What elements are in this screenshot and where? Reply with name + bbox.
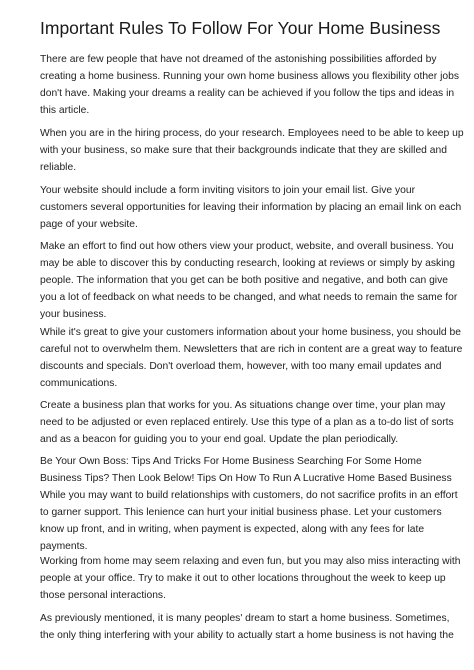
- text-line: people. The information that you get can be both positive and negative, and both can give: [40, 275, 448, 286]
- text-line: and as a beacon for guiding you to your end goal. Update the plan periodically.: [40, 434, 399, 445]
- text-line: you a lot of feedback on what needs to be changed, and what needs to remain the same for: [40, 292, 458, 303]
- paragraph-website: [40, 182, 462, 233]
- text-line: may be able to discover this by conducting research, looking at reviews or simply by asking: [40, 258, 455, 269]
- paragraph-hiring: [40, 125, 464, 176]
- paragraph-intro: [40, 51, 459, 119]
- text-line: to garner support. This lenience can hurt your initial business phase. Let your customers: [40, 507, 442, 518]
- text-line: need to be adjusted or even replaced entirely. Use this type of a plan as a to-do list of sorts: [40, 417, 454, 428]
- text-line: the only thing interfering with your ability to actually start a home business is not having the: [40, 630, 454, 641]
- paragraph-conclusion: [40, 610, 454, 644]
- text-line: people at your office. Try to make it out to other locations throughout the week to keep up: [40, 573, 446, 584]
- text-line: careful not to overwhelm them. Newsletters that are rich in content are a great way to feature: [40, 344, 463, 355]
- text-line: know up front, and in writing, when payment is expected, along with any fees for late: [40, 524, 425, 535]
- text-line: Your website should include a form inviting visitors to join your email list. Give your: [40, 185, 416, 196]
- text-line: don't have. Making your dreams a reality can be achieved if you follow the tips and ideas in: [40, 88, 455, 99]
- text-line: with your business, so make sure that their backgrounds indicate that they are skilled and: [40, 145, 447, 156]
- text-line: Working from home may seem relaxing and even fun, but you may also miss interacting with: [40, 556, 461, 567]
- paragraph-newsletters: [40, 324, 463, 392]
- text-line: When you are in the hiring process, do your research. Employees need to be able to keep up: [40, 128, 464, 139]
- paragraph-business-plan: [40, 397, 454, 448]
- paragraph-be-your-own-boss: [40, 453, 458, 555]
- text-line: As previously mentioned, it is many peoples' dream to start a home business. Sometimes,: [40, 613, 450, 624]
- text-line: your business.: [40, 309, 107, 320]
- text-line: While you may want to build relationships with customers, do not sacrifice profits in an effort: [40, 490, 458, 501]
- text-line: payments.: [40, 541, 88, 552]
- text-line: Create a business plan that works for you. As situations change over time, your plan may: [40, 400, 446, 411]
- text-line: Business Tips? Then Look Below! Tips On How To Run A Lucrative Home Based Business: [40, 473, 452, 484]
- text-line: this article.: [40, 105, 90, 116]
- text-line: communications.: [40, 378, 118, 389]
- paragraph-research: [40, 238, 458, 323]
- text-line: Make an effort to find out how others view your product, website, and overall business. You: [40, 241, 454, 252]
- text-line: creating a home business. Running your own home business allows you flexibility other jobs: [40, 71, 459, 82]
- text-line: page of your website.: [40, 219, 138, 230]
- text-line: There are few people that have not dreamed of the astonishing possibilities afforded by: [40, 54, 437, 65]
- paragraph-working-from-home: [40, 553, 461, 604]
- page-title: Important Rules To Follow For Your Home Business: [40, 18, 441, 38]
- text-line: customers several opportunities for leaving their information by placing an email link on each: [40, 202, 462, 213]
- text-line: discounts and specials. Don't overload them, however, with too many email updates and: [40, 361, 442, 372]
- text-line: While it's great to give your customers information about your home business, you should be: [40, 327, 461, 338]
- text-line: those personal interactions.: [40, 590, 166, 601]
- text-line: reliable.: [40, 162, 77, 173]
- text-line: Be Your Own Boss: Tips And Tricks For Home Business Searching For Some Home: [40, 456, 422, 467]
